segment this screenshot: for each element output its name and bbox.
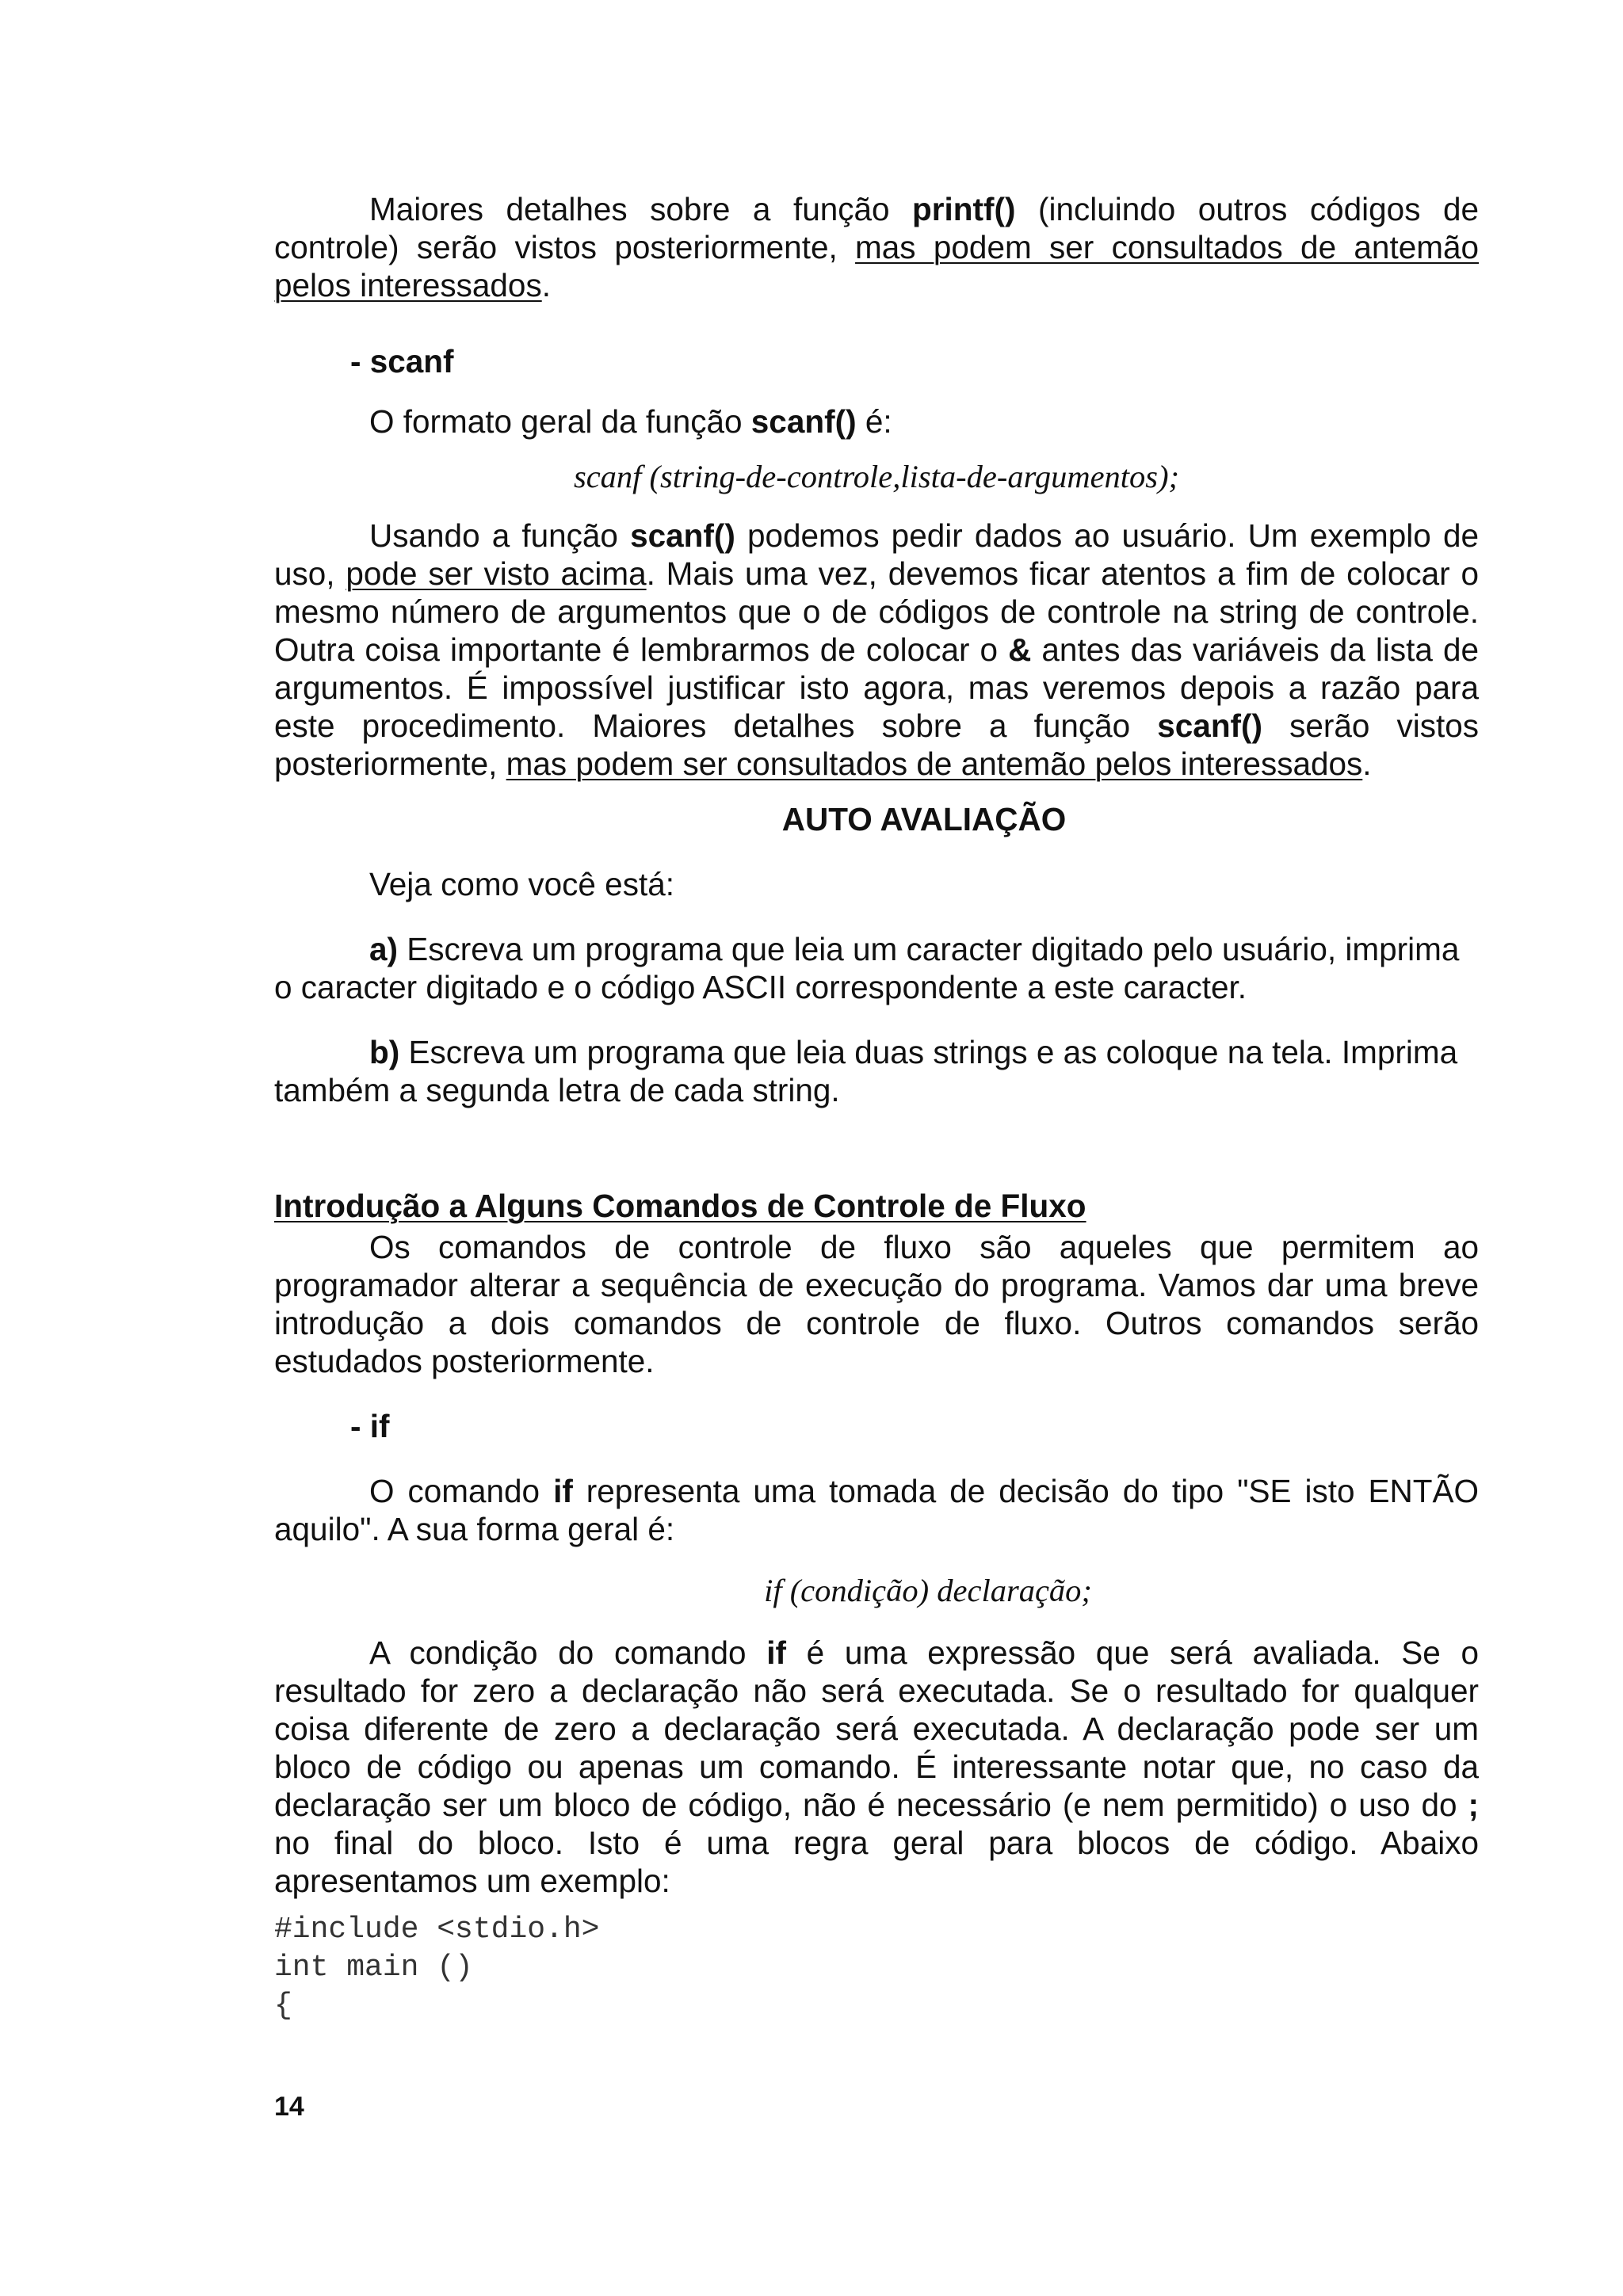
auto-avaliacao-heading: AUTO AVALIAÇÃO — [781, 801, 1067, 837]
text: A condição do comando — [369, 1634, 767, 1671]
text: é uma expressão que será avaliada. Se o resultado for zero a declaração não será executada. Se o resultado for qualquer coisa diferente de zero a declaração será executada. A declaração pode ser um bloco de código ou apenas um comando. É interessante notar que, no caso da declaração ser um bloco de código, não é necessário (e nem permitido) o uso do — [274, 1634, 1479, 1823]
if-intro-paragraph — [274, 1472, 1479, 1548]
if-condition-paragraph — [274, 1634, 1479, 1900]
intro-paragraph — [274, 190, 1479, 304]
text: representa uma tomada de decisão do tipo "SE isto ENTÃO aquilo". A sua forma geral é: — [274, 1473, 1479, 1547]
bold-text: if — [553, 1473, 573, 1509]
text: . Mais uma vez, devemos ficar atentos a fim de colocar o mesmo número de argumentos que o de códigos de controle na string de controle. Outra coisa importante é lembrarmos de colocar o — [274, 555, 1480, 668]
text: no final do bloco. Isto é uma regra geral para blocos de código. Abaixo apresentamos um exemplo: — [274, 1825, 1479, 1899]
text: é: — [856, 403, 892, 440]
underlined-text: mas podem ser consultados de antemão pelos interessados — [274, 229, 1480, 303]
text: Escreva um programa que leia duas strings e as coloque na tela. Imprima também a segunda letra de cada string. — [274, 1034, 1458, 1108]
exercise-a — [274, 930, 1479, 1006]
controle-fluxo-heading — [274, 1187, 1479, 1225]
if-heading: - if — [350, 1408, 390, 1444]
text: podemos pedir dados ao usuário. Um exemplo de uso, — [274, 517, 1479, 592]
code-block — [274, 1911, 1479, 2025]
bold-text: printf() — [912, 191, 1016, 227]
bold-text: scanf() — [1157, 707, 1263, 744]
text: (incluindo outros códigos de controle) serão vistos posteriormente, — [274, 191, 1479, 265]
bold-text: ; — [1468, 1787, 1479, 1823]
text: serão vistos posteriormente, — [274, 707, 1479, 782]
page-number: 14 — [274, 2092, 304, 2122]
exercise-b — [274, 1033, 1479, 1109]
code-line: int main () — [274, 1951, 473, 1985]
scanf-format-line — [274, 402, 1479, 441]
bold-text: if — [766, 1634, 786, 1671]
controle-fluxo-paragraph: Os comandos de controle de fluxo são aqueles que permitem ao programador alterar a sequência de execução do programa. Vamos dar uma breve introdução a dois comandos de controle de fluxo. Outros comandos serão estudados posteriormente. — [274, 1229, 1479, 1379]
scanf-paragraph — [274, 517, 1479, 783]
text: antes das variáveis da lista de argumentos. É impossível justificar isto agora, mas veremos depois a razão para este procedimento. Maiores detalhes sobre a função — [274, 631, 1479, 744]
if-formula: if (condição) declaração; — [764, 1573, 1092, 1608]
text: O comando — [369, 1473, 554, 1509]
auto-avaliacao-intro: Veja como você está: — [369, 866, 674, 902]
scanf-heading: - scanf — [350, 343, 454, 379]
underlined-text: pode ser visto acima — [346, 555, 647, 592]
text: . — [541, 267, 551, 303]
bold-text: scanf() — [630, 517, 735, 554]
exercise-label: a) — [369, 931, 399, 967]
code-line: { — [274, 1989, 292, 2023]
underlined-heading: Introdução a Alguns Comandos de Controle de Fluxo — [274, 1188, 1086, 1224]
underlined-text: mas podem ser consultados de antemão pelos interessados — [506, 746, 1363, 782]
exercise-label: b) — [369, 1034, 400, 1070]
scanf-formula: scanf (string-de-controle,lista-de-argumentos); — [573, 459, 1180, 494]
page-content — [274, 190, 1479, 2025]
code-line: #include <stdio.h> — [274, 1913, 600, 1947]
text: Maiores detalhes sobre a função — [369, 191, 913, 227]
bold-text: scanf() — [750, 403, 857, 440]
text: O formato geral da função — [369, 403, 751, 440]
text: Escreva um programa que leia um caracter digitado pelo usuário, imprima o caracter digitado e o código ASCII correspondente a este caracter. — [274, 931, 1460, 1005]
text: Usando a função — [369, 517, 631, 554]
text: . — [1362, 746, 1372, 782]
bold-text: & — [1008, 631, 1032, 668]
